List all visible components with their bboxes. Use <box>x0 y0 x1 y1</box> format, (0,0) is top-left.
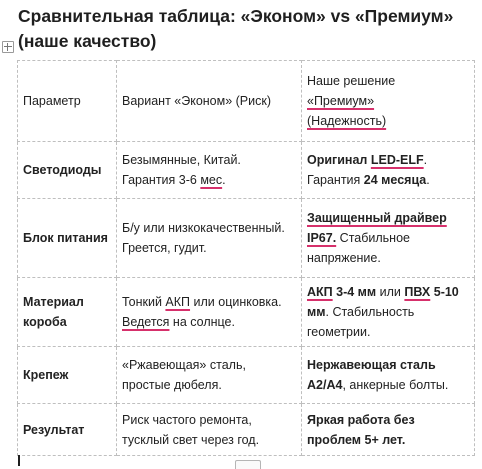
premium-cell[interactable]: АКП 3-4 мм или ПВХ 5-10 мм. Стабильность геометрии. <box>302 278 475 347</box>
param-cell[interactable]: Крепеж <box>18 347 117 404</box>
param-cell[interactable]: Материал короба <box>18 278 117 347</box>
table-row <box>18 278 475 347</box>
scrollbar-handle[interactable] <box>235 460 261 469</box>
economy-cell[interactable]: Безымянные, Китай. Гарантия 3-6 мес. <box>117 142 302 199</box>
text-cursor <box>18 455 20 466</box>
param-cell[interactable]: Блок питания <box>18 199 117 278</box>
premium-cell[interactable]: Оригинал LED-ELF. Гарантия 24 месяца. <box>302 142 475 199</box>
param-cell[interactable]: Результат <box>18 404 117 456</box>
param-cell[interactable]: Светодиоды <box>18 142 117 199</box>
premium-cell[interactable]: Защищенный драйвер IP67. Стабильное напряжение. <box>302 199 475 278</box>
table-row <box>18 199 475 278</box>
table-move-handle-icon[interactable] <box>2 41 14 53</box>
table-row <box>18 404 475 456</box>
premium-cell[interactable]: Яркая работа без проблем 5+ лет. <box>302 404 475 456</box>
table-row <box>18 347 475 404</box>
header-cell-param[interactable]: Параметр <box>18 61 117 142</box>
economy-cell[interactable]: Тонкий АКП или оцинковка. Ведется на солнце. <box>117 278 302 347</box>
comparison-table <box>17 60 475 456</box>
page-title: Сравнительная таблица: «Эконом» vs «Премиум» (наше качество) <box>18 6 454 51</box>
table-header-row <box>18 61 475 142</box>
economy-cell[interactable]: Риск частого ремонта, тусклый свет через год. <box>117 404 302 456</box>
header-cell-economy[interactable]: Вариант «Эконом» (Риск) <box>117 61 302 142</box>
premium-cell[interactable]: Нержавеющая сталь A2/A4, анкерные болты. <box>302 347 475 404</box>
header-cell-premium[interactable]: Наше решение «Премиум» (Надежность) <box>302 61 475 142</box>
table-row <box>18 142 475 199</box>
economy-cell[interactable]: Б/у или низкокачественный. Греется, гудит. <box>117 199 302 278</box>
economy-cell[interactable]: «Ржавеющая» сталь, простые дюбеля. <box>117 347 302 404</box>
